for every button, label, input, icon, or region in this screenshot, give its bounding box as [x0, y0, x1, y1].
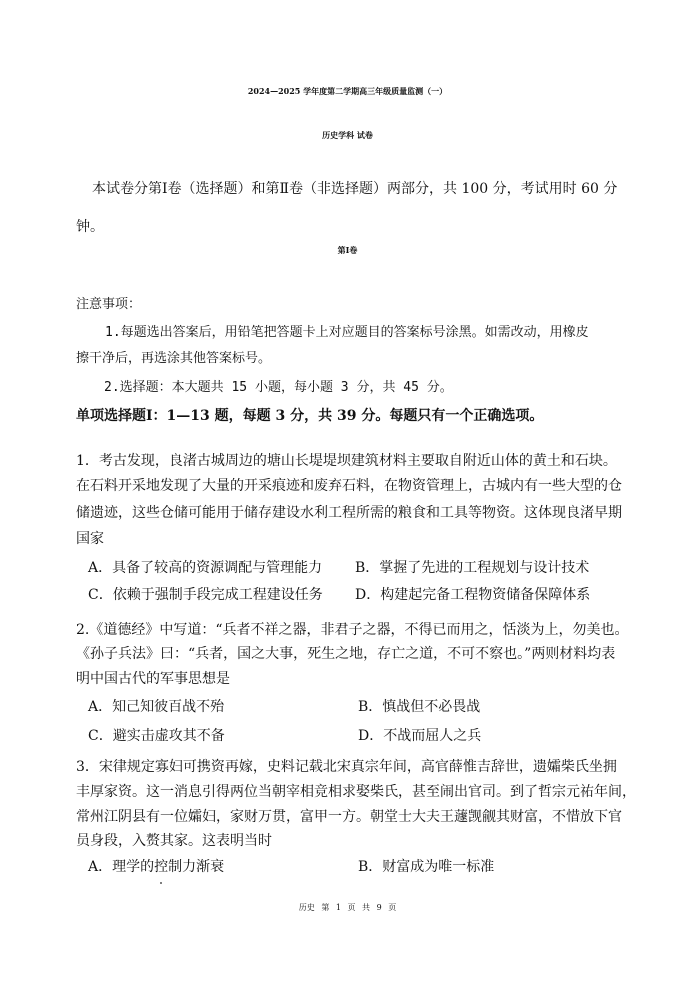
question-2-line-2: 《孙子兵法》曰：“兵者，国之大事，死生之地，存亡之道，不可不察也。”两则材料均表 — [76, 646, 616, 662]
question-2-option-a: A．知己知彼百战不殆 — [88, 699, 225, 715]
notice-item-1-line-1: 1.每题选出答案后，用铅笔把答题卡上对应题目的答案标号涂黑。如需改动，用橡皮 — [105, 325, 589, 340]
question-2-line-3: 明中国古代的军事思想是 — [76, 671, 230, 687]
question-3-option-b: B．财富成为唯一标准 — [358, 859, 495, 875]
page-footer: 历史 第 1 页 共 9 页 — [298, 903, 397, 912]
exam-subtitle: 历史学科 试卷 — [322, 130, 373, 140]
question-1-line-2: 在石料开采地发现了大量的开采痕迹和废弃石料，在物资管理上，古城内有一些大型的仓 — [76, 478, 622, 494]
question-1-line-3: 储遗迹，这些仓储可能用于储存建设水利工程所需的粮食和工具等物资。这体现良渚早期 — [76, 505, 622, 521]
question-3-line-2: 丰厚家资。这一消息引得两位当朝宰相竞相求娶柴氏，甚至闹出官司。到了哲宗元祐年间， — [76, 784, 636, 800]
part-heading: 单项选择题Ⅰ：1—13 题，每题 3 分，共 39 分。每题只有一个正确选项。 — [76, 408, 544, 424]
question-1-line-4: 国家 — [76, 531, 104, 547]
question-1-line-1: 1．考古发现，良渚古城周边的塘山长堤堤坝建筑材料主要取自附近山体的黄土和石块。 — [76, 453, 617, 469]
question-1-option-a: A．具备了较高的资源调配与管理能力 — [88, 560, 323, 576]
question-2-line-1: 2.《道德经》中写道：“兵者不祥之器，非君子之器，不得已而用之，恬淡为上，勿美也。 — [76, 622, 629, 638]
question-1-option-d: D．构建起完备工程物资储备保障体系 — [355, 587, 591, 603]
question-2-option-d: D．不战而屈人之兵 — [358, 728, 482, 744]
exam-title: 2024—2025 学年度第二学期高三年级质量监测（一） — [247, 86, 448, 96]
question-3-line-3: 常州江阴县有一位孀妇，家财万贯，富甲一方。朝堂士大夫王蘧觊觎其财富，不惜放下官 — [76, 809, 622, 825]
notice-item-2: 2.选择题：本大题共 15 小题，每小题 3 分，共 45 分。 — [104, 380, 453, 395]
question-3-line-4: 员身段，入赘其家。这表明当时 — [76, 833, 272, 849]
question-2-option-c: C．避实击虚攻其不备 — [88, 728, 225, 744]
notice-heading: 注意事项： — [76, 297, 142, 312]
question-3-option-a: A．理学的控制力渐衰 — [88, 859, 225, 875]
question-1-option-c: C．依赖于强制手段完成工程建设任务 — [88, 587, 323, 603]
notice-item-1-line-2: 擦干净后，再选涂其他答案标号。 — [76, 351, 272, 366]
question-1-option-b: B．掌握了先进的工程规划与设计技术 — [355, 560, 590, 576]
question-3-line-1: 3．宋律规定寡妇可携资再嫁，史料记载北宋真宗年间，高官薛惟吉辞世，遗孀柴氏坐拥 — [76, 759, 617, 775]
section-title: 第Ⅰ卷 — [337, 245, 358, 255]
intro-line-1: 本试卷分第Ⅰ卷（选择题）和第Ⅱ卷（非选择题）两部分，共 100 分，考试用时 60 分 — [92, 181, 618, 197]
scan-speck — [160, 882, 162, 884]
question-2-option-b: B．慎战但不必畏战 — [358, 699, 481, 715]
intro-line-2: 钟。 — [76, 219, 104, 235]
